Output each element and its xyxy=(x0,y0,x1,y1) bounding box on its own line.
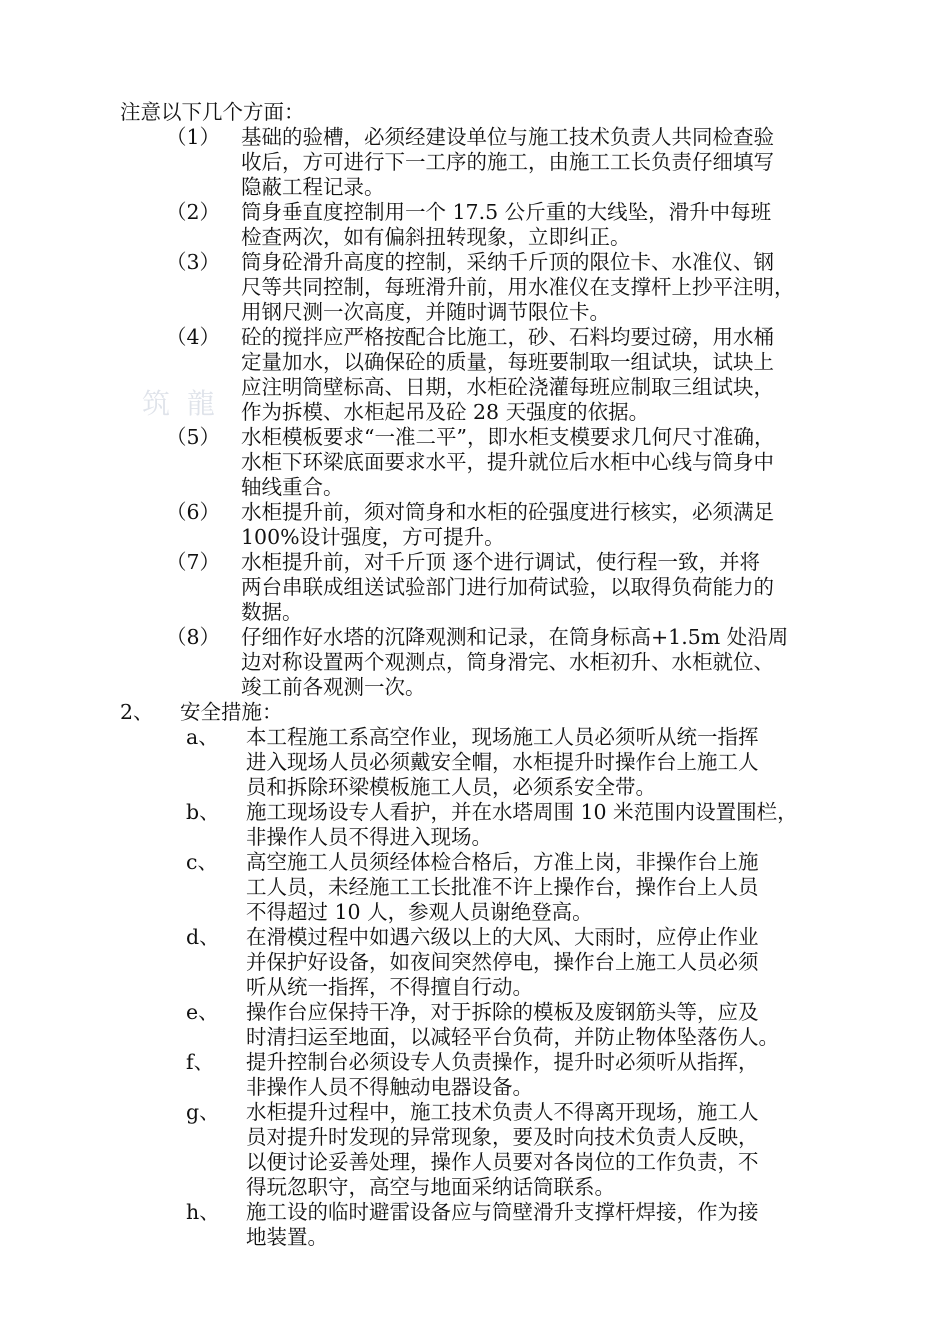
item-g-line-3: 以便讨论妥善处理，操作人员要对各岗位的工作负责，不 xyxy=(246,1150,759,1174)
item-1-line-3: 隐蔽工程记录。 xyxy=(241,175,385,199)
section-2-number: 2、 xyxy=(120,700,154,724)
item-2-marker: （2） xyxy=(166,200,221,224)
item-b-line-2: 非操作人员不得进入现场。 xyxy=(246,825,492,849)
item-g-line-2: 员对提升时发现的异常现象，要及时向技术负责人反映， xyxy=(246,1125,759,1149)
item-b-line-1: 施工现场设专人看护，并在水塔周围 10 米范围内设置围栏， xyxy=(246,800,798,824)
item-c-line-2: 工人员，未经施工工长批准不许上操作台，操作台上人员 xyxy=(246,875,759,899)
item-1-marker: （1） xyxy=(166,125,221,149)
item-d-line-2: 并保护好设备，如夜间突然停电，操作台上施工人员必须 xyxy=(246,950,759,974)
item-h-line-1: 施工设的临时避雷设备应与筒壁滑升支撑杆焊接，作为接 xyxy=(246,1200,759,1224)
item-g-marker: g、 xyxy=(186,1100,220,1124)
item-e-line-2: 时清扫运至地面，以减轻平台负荷，并防止物体坠落伤人。 xyxy=(246,1025,779,1049)
watermark: 筑 龍 xyxy=(142,387,219,420)
item-c-marker: c、 xyxy=(186,850,218,874)
item-e-line-1: 操作台应保持干净，对于拆除的模板及废钢筋头等，应及 xyxy=(246,1000,759,1024)
item-f-line-1: 提升控制台必须设专人负责操作，提升时必须听从指挥， xyxy=(246,1050,759,1074)
item-8-line-1: 仔细作好水塔的沉降观测和记录，在筒身标高+1.5m 处沿周 xyxy=(241,625,789,649)
item-4-line-3: 应注明筒壁标高、日期，水柜砼浇灌每班应制取三组试块， xyxy=(241,375,774,399)
item-7-marker: （7） xyxy=(166,550,221,574)
item-4-line-1: 砼的搅拌应严格按配合比施工，砂、石料均要过磅，用水桶 xyxy=(241,325,774,349)
item-a-marker: a、 xyxy=(186,725,219,749)
item-a-line-1: 本工程施工系高空作业，现场施工人员必须听从统一指挥 xyxy=(246,725,759,749)
item-c-line-3: 不得超过 10 人，参观人员谢绝登高。 xyxy=(246,900,593,924)
item-4-line-2: 定量加水，以确保砼的质量，每班要制取一组试块，试块上 xyxy=(241,350,774,374)
item-f-marker: f、 xyxy=(186,1050,215,1074)
item-5-line-1: 水柜模板要求“一准二平”，即水柜支模要求几何尺寸准确， xyxy=(241,425,775,449)
item-5-line-2: 水柜下环梁底面要求水平，提升就位后水柜中心线与筒身中 xyxy=(241,450,774,474)
item-5-line-3: 轴线重合。 xyxy=(241,475,344,499)
item-3-line-1: 筒身砼滑升高度的控制，采纳千斤顶的限位卡、水准仪、钢 xyxy=(241,250,774,274)
item-h-line-2: 地装置。 xyxy=(246,1225,328,1249)
item-4-marker: （4） xyxy=(166,325,221,349)
item-3-marker: （3） xyxy=(166,250,221,274)
item-4-line-4: 作为拆模、水柜起吊及砼 28 天强度的依据。 xyxy=(241,400,650,424)
item-7-line-3: 数据。 xyxy=(241,600,303,624)
item-d-line-3: 听从统一指挥，不得擅自行动。 xyxy=(246,975,533,999)
item-d-line-1: 在滑模过程中如遇六级以上的大风、大雨时，应停止作业 xyxy=(246,925,759,949)
item-b-marker: b、 xyxy=(186,800,220,824)
item-6-marker: （6） xyxy=(166,500,221,524)
item-2-line-1: 筒身垂直度控制用一个 17.5 公斤重的大线坠，滑升中每班 xyxy=(241,200,772,224)
item-a-line-2: 进入现场人员必须戴安全帽，水柜提升时操作台上施工人 xyxy=(246,750,759,774)
item-c-line-1: 高空施工人员须经体检合格后，方准上岗，非操作台上施 xyxy=(246,850,759,874)
item-d-marker: d、 xyxy=(186,925,220,949)
item-8-marker: （8） xyxy=(166,625,221,649)
item-h-marker: h、 xyxy=(186,1200,220,1224)
item-7-line-1: 水柜提升前，对千斤顶 逐个进行调试，使行程一致，并将 xyxy=(241,550,761,574)
item-6-line-1: 水柜提升前，须对筒身和水柜的砼强度进行核实，必须满足 xyxy=(241,500,774,524)
item-g-line-4: 得玩忽职守，高空与地面采纳话筒联系。 xyxy=(246,1175,615,1199)
item-7-line-2: 两台串联成组送试验部门进行加荷试验，以取得负荷能力的 xyxy=(241,575,774,599)
intro-text: 注意以下几个方面： xyxy=(120,100,305,124)
section-2-title: 安全措施： xyxy=(180,700,283,724)
item-1-line-1: 基础的验槽，必须经建设单位与施工技术负责人共同检查验 xyxy=(241,125,774,149)
item-1-line-2: 收后，方可进行下一工序的施工，由施工工长负责仔细填写 xyxy=(241,150,774,174)
item-2-line-2: 检查两次，如有偏斜扭转现象，立即纠正。 xyxy=(241,225,631,249)
item-e-marker: e、 xyxy=(186,1000,219,1024)
item-3-line-2: 尺等共同控制，每班滑升前，用水准仪在支撑杆上抄平注明， xyxy=(241,275,795,299)
item-8-line-3: 竣工前各观测一次。 xyxy=(241,675,426,699)
item-f-line-2: 非操作人员不得触动电器设备。 xyxy=(246,1075,533,1099)
item-a-line-3: 员和拆除环梁模板施工人员，必须系安全带。 xyxy=(246,775,656,799)
item-5-marker: （5） xyxy=(166,425,221,449)
item-8-line-2: 边对称设置两个观测点，筒身滑完、水柜初升、水柜就位、 xyxy=(241,650,774,674)
item-3-line-3: 用钢尺测一次高度，并随时调节限位卡。 xyxy=(241,300,610,324)
item-g-line-1: 水柜提升过程中，施工技术负责人不得离开现场，施工人 xyxy=(246,1100,759,1124)
item-6-line-2: 100%设计强度，方可提升。 xyxy=(241,525,505,549)
